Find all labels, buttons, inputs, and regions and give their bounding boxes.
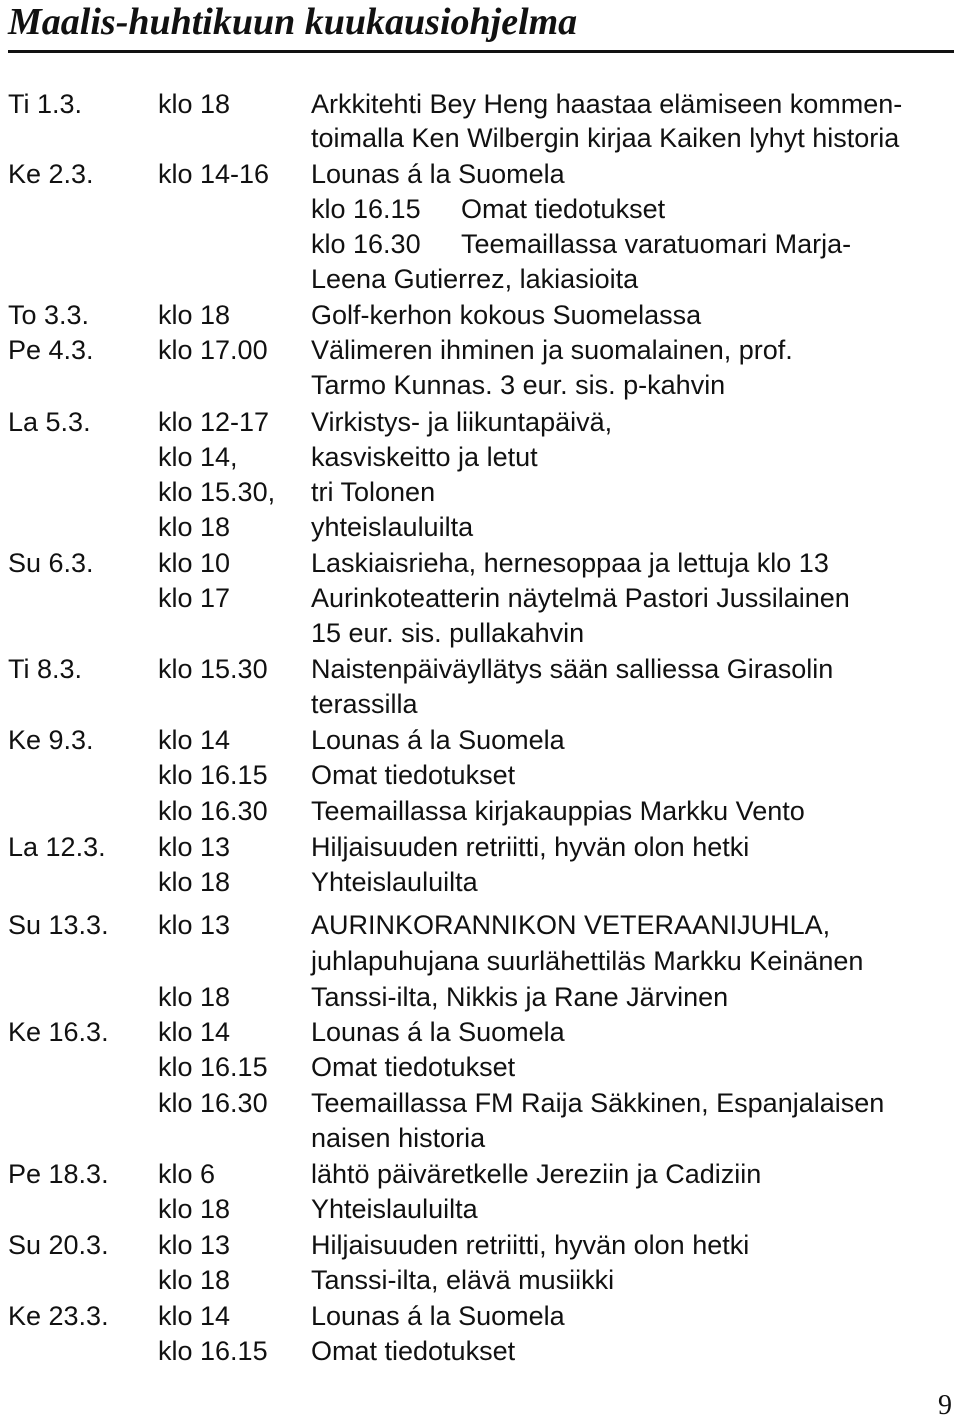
event-time: klo 14, [158, 442, 238, 472]
event-description: Tarmo Kunnas. 3 eur. sis. p-kahvin [311, 370, 726, 400]
event-description: klo 16.15 [311, 194, 421, 224]
event-description: tri Tolonen [311, 477, 436, 507]
event-description: Välimeren ihminen ja suomalainen, prof. [311, 335, 793, 365]
event-description: yhteislauluilta [311, 512, 474, 542]
event-time: klo 16.15 [158, 1336, 268, 1366]
event-date: Ke 23.3. [8, 1301, 109, 1331]
event-time: klo 13 [158, 1230, 231, 1260]
event-time: klo 16.15 [158, 760, 268, 790]
event-description: Lounas á la Suomela [311, 1017, 565, 1047]
event-date: Pe 4.3. [8, 335, 94, 365]
schedule-row [0, 120, 960, 156]
event-date: Ti 1.3. [8, 89, 83, 119]
schedule-row [0, 474, 960, 510]
event-description: juhlapuhujana suurlähettiläs Markku Keinänen [311, 946, 864, 976]
event-time: klo 18 [158, 89, 231, 119]
event-time: klo 16.30 [158, 1088, 268, 1118]
title-rule [8, 50, 954, 53]
page-number: 9 [938, 1390, 952, 1421]
event-description: Hiljaisuuden retriitti, hyvän olon hetki [311, 1230, 750, 1260]
event-description: Lounas á la Suomela [311, 1301, 565, 1331]
event-description: Laskiaisrieha, hernesoppaa ja lettuja klo 13 [311, 548, 829, 578]
event-date: Ke 2.3. [8, 159, 94, 189]
event-description: Leena Gutierrez, lakiasioita [311, 264, 639, 294]
event-date: Ke 9.3. [8, 725, 94, 755]
event-description: Arkkitehti Bey Heng haastaa elämiseen kommen- [311, 89, 903, 119]
event-time: klo 10 [158, 548, 231, 578]
schedule-row [0, 86, 960, 122]
event-description: Hiljaisuuden retriitti, hyvän olon hetki [311, 832, 750, 862]
event-date: Su 13.3. [8, 910, 109, 940]
schedule-row [0, 1191, 960, 1227]
event-description: Omat tiedotukset [311, 1052, 516, 1082]
event-date: Ke 16.3. [8, 1017, 109, 1047]
event-time: klo 13 [158, 910, 231, 940]
event-description: Omat tiedotukset [311, 760, 516, 790]
schedule-row [0, 943, 960, 979]
event-time: klo 14 [158, 1301, 231, 1331]
schedule-row [0, 297, 960, 333]
schedule-row [0, 1014, 960, 1050]
event-time: klo 18 [158, 982, 231, 1012]
event-time: klo 12-17 [158, 407, 270, 437]
schedule-row [0, 979, 960, 1015]
schedule-row [0, 1298, 960, 1334]
event-time: klo 18 [158, 512, 231, 542]
event-description: Golf-kerhon kokous Suomelassa [311, 300, 702, 330]
event-description: Omat tiedotukset [311, 1336, 516, 1366]
event-time: klo 14 [158, 725, 231, 755]
event-time: klo 17.00 [158, 335, 268, 365]
event-time: klo 16.30 [158, 796, 268, 826]
event-description: Teemaillassa FM Raija Säkkinen, Espanjalaisen [311, 1088, 885, 1118]
event-time: klo 17 [158, 583, 231, 613]
schedule-row [0, 439, 960, 475]
schedule-row [0, 545, 960, 581]
schedule-row [0, 226, 960, 262]
event-subdescription: Teemaillassa varatuomari Marja- [461, 229, 852, 259]
event-description: Virkistys- ja liikuntapäivä, [311, 407, 613, 437]
event-description: lähtö päiväretkelle Jereziin ja Cadiziin [311, 1159, 762, 1189]
event-description: Yhteislauluilta [311, 1194, 478, 1224]
schedule-row [0, 156, 960, 192]
event-time: klo 16.15 [158, 1052, 268, 1082]
schedule-row [0, 907, 960, 943]
event-description: Tanssi-ilta, elävä musiikki [311, 1265, 615, 1295]
event-date: La 12.3. [8, 832, 106, 862]
event-date: To 3.3. [8, 300, 90, 330]
event-description: Lounas á la Suomela [311, 725, 565, 755]
schedule-row [0, 332, 960, 368]
event-description: kasviskeitto ja letut [311, 442, 538, 472]
schedule-row [0, 651, 960, 687]
schedule-row [0, 1085, 960, 1121]
schedule-row [0, 1262, 960, 1298]
event-description: naisen historia [311, 1123, 486, 1153]
event-description: klo 16.30 [311, 229, 421, 259]
schedule-row [0, 686, 960, 722]
event-description: AURINKORANNIKON VETERAANIJUHLA, [311, 910, 831, 940]
event-subdescription: Omat tiedotukset [461, 194, 666, 224]
schedule-row [0, 864, 960, 900]
event-time: klo 18 [158, 1265, 231, 1295]
event-description: Teemaillassa kirjakauppias Markku Vento [311, 796, 805, 826]
event-description: Naistenpäiväyllätys sään salliessa Girasolin [311, 654, 834, 684]
event-time: klo 15.30, [158, 477, 276, 507]
event-time: klo 6 [158, 1159, 216, 1189]
schedule-row [0, 757, 960, 793]
schedule-row [0, 1120, 960, 1156]
event-date: Ti 8.3. [8, 654, 83, 684]
schedule-row [0, 793, 960, 829]
event-description: Yhteislauluilta [311, 867, 478, 897]
schedule-row [0, 1049, 960, 1085]
schedule-row [0, 261, 960, 297]
schedule-row [0, 509, 960, 545]
event-description: Tanssi-ilta, Nikkis ja Rane Järvinen [311, 982, 729, 1012]
event-time: klo 13 [158, 832, 231, 862]
event-date: La 5.3. [8, 407, 91, 437]
schedule-row [0, 1156, 960, 1192]
schedule-row [0, 722, 960, 758]
event-time: klo 14 [158, 1017, 231, 1047]
event-time: klo 14-16 [158, 159, 270, 189]
event-time: klo 15.30 [158, 654, 268, 684]
page-title: Maalis-huhtikuun kuukausiohjelma [8, 1, 578, 43]
event-description: toimalla Ken Wilbergin kirjaa Kaiken lyhyt historia [311, 123, 900, 153]
event-description: Aurinkoteatterin näytelmä Pastori Jussilainen [311, 583, 850, 613]
schedule-row [0, 580, 960, 616]
event-date: Su 20.3. [8, 1230, 109, 1260]
event-date: Su 6.3. [8, 548, 94, 578]
event-description: Lounas á la Suomela [311, 159, 565, 189]
schedule-row [0, 615, 960, 651]
schedule-row [0, 829, 960, 865]
event-time: klo 18 [158, 1194, 231, 1224]
schedule-row [0, 191, 960, 227]
event-time: klo 18 [158, 300, 231, 330]
event-time: klo 18 [158, 867, 231, 897]
event-description: 15 eur. sis. pullakahvin [311, 618, 585, 648]
schedule-row [0, 404, 960, 440]
schedule-row [0, 1227, 960, 1263]
schedule-row [0, 367, 960, 403]
schedule-row [0, 1333, 960, 1369]
event-date: Pe 18.3. [8, 1159, 109, 1189]
event-description: terassilla [311, 689, 418, 719]
